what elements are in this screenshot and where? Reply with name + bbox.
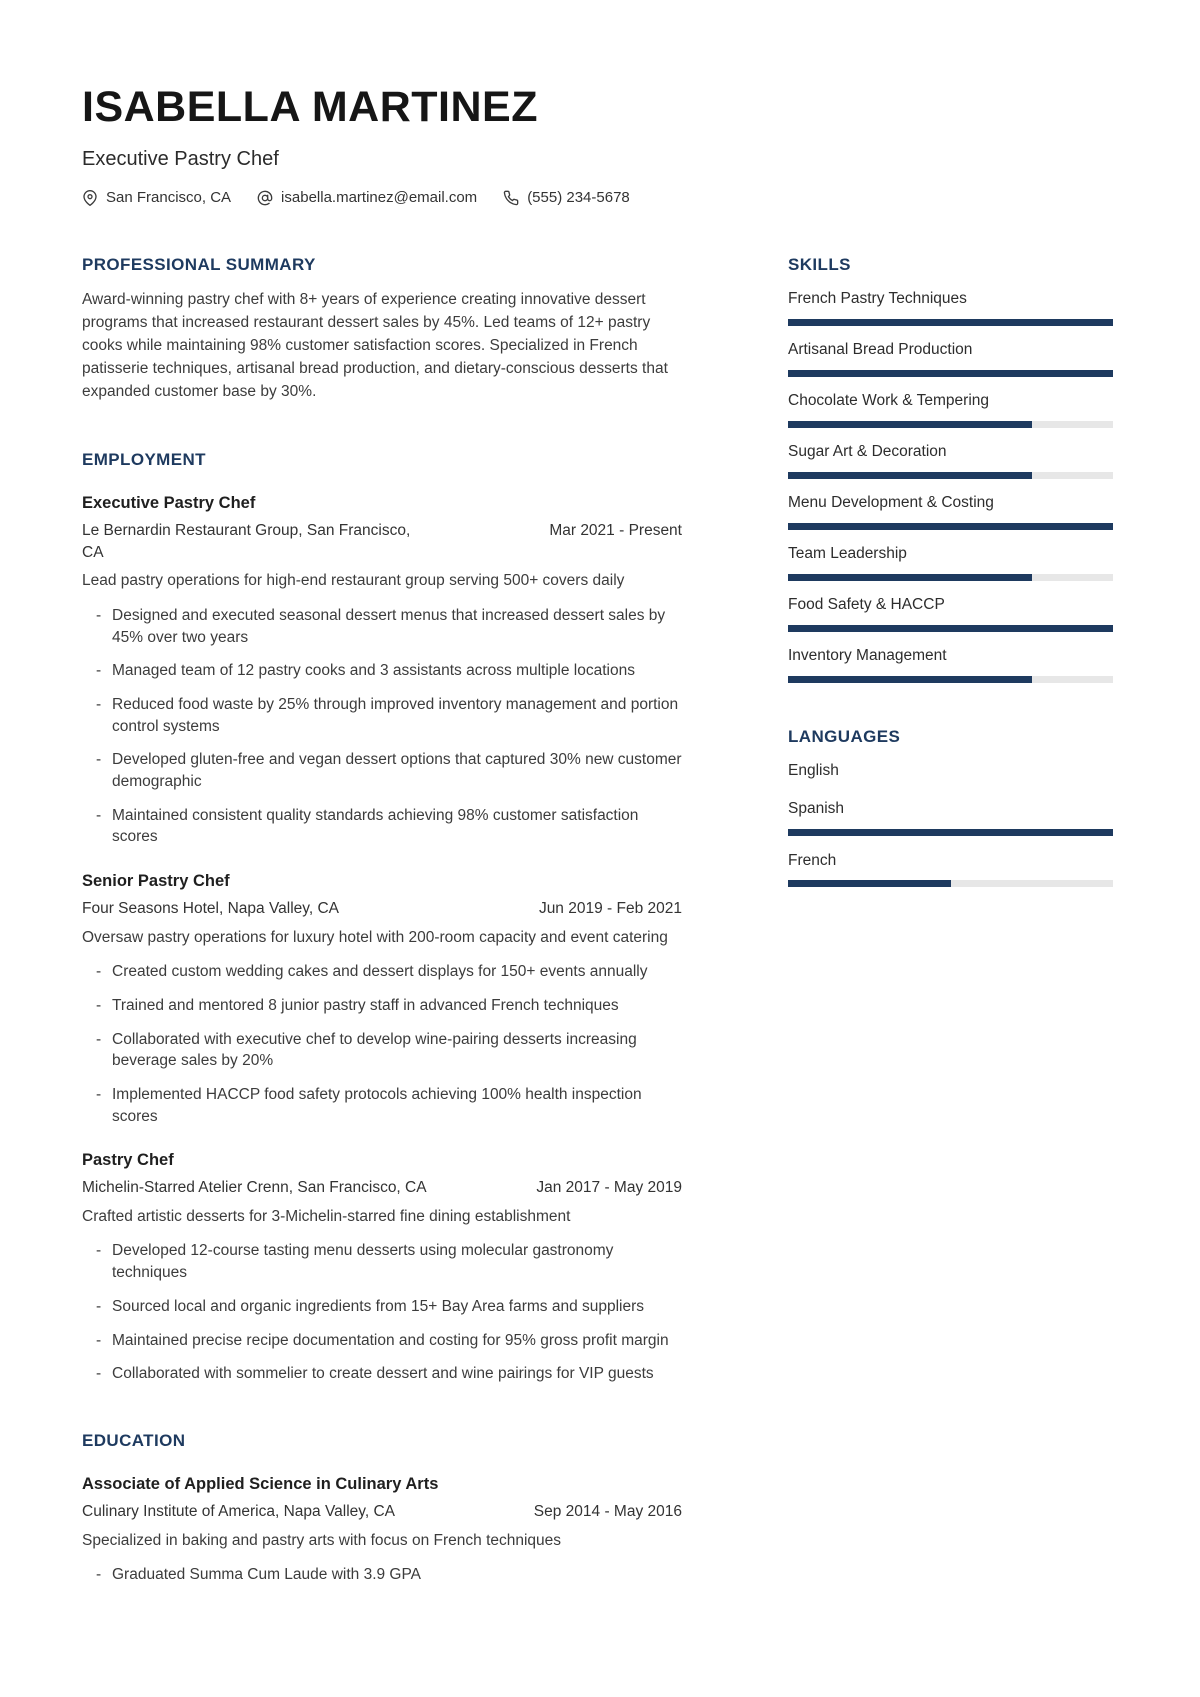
- person-name: ISABELLA MARTINEZ: [82, 83, 538, 131]
- skill-bar-fill: [788, 625, 1113, 632]
- skill-label: Team Leadership: [788, 544, 907, 562]
- resume-header: [82, 84, 1113, 206]
- contact-email-text: isabella.martinez@email.com: [281, 189, 478, 207]
- skill-bar-track: [788, 574, 1113, 581]
- education-heading: EDUCATION: [82, 1430, 186, 1450]
- skill-bar-track: [788, 523, 1113, 530]
- job-bullet: - Maintained precise recipe documentation and costing for 95% gross profit margin: [82, 1330, 682, 1352]
- contact-location-text: San Francisco, CA: [106, 189, 232, 207]
- skill-bar-track: [788, 319, 1113, 326]
- language-label: French: [788, 851, 837, 869]
- section-languages: [788, 727, 1113, 888]
- job-bullet: - Collaborated with sommelier to create dessert and wine pairings for VIP guests: [82, 1363, 682, 1385]
- skill-bar-track: [788, 676, 1113, 683]
- job-bullet: - Sourced local and organic ingredients from 15+ Bay Area farms and suppliers: [82, 1296, 682, 1318]
- job-entry: [82, 1151, 682, 1385]
- job-title: Senior Pastry Chef: [82, 872, 230, 891]
- skill-bar-fill: [788, 370, 1113, 377]
- person-job-title: Executive Pastry Chef: [82, 148, 279, 171]
- summary-heading: PROFESSIONAL SUMMARY: [82, 255, 316, 275]
- job-bullet: - Collaborated with executive chef to develop wine-pairing desserts increasing beverage sales by 20%: [82, 1029, 682, 1072]
- job-description: Crafted artistic desserts for 3-Michelin-starred fine dining establishment: [82, 1207, 571, 1225]
- job-meta: [82, 898, 682, 920]
- job-meta: [82, 520, 682, 563]
- skill-label: Inventory Management: [788, 646, 947, 664]
- skill-label: Sugar Art & Decoration: [788, 443, 947, 461]
- job-title: Pastry Chef: [82, 1151, 174, 1170]
- skill-bar-track: [788, 421, 1113, 428]
- language-item: [788, 799, 1113, 836]
- contact-phone: [503, 189, 630, 206]
- education-entry: [82, 1475, 682, 1586]
- language-label: Spanish: [788, 799, 845, 817]
- right-column: [788, 255, 1113, 902]
- contact-row: [82, 189, 1113, 206]
- skill-item: [788, 595, 1113, 632]
- section-education: [82, 1431, 682, 1586]
- contact-email: [257, 189, 477, 206]
- job-bullet: - Maintained consistent quality standards achieving 98% customer satisfaction scores: [82, 805, 682, 848]
- skill-label: Chocolate Work & Tempering: [788, 392, 990, 410]
- contact-location: [82, 189, 231, 206]
- job-bullet: - Managed team of 12 pastry cooks and 3 assistants across multiple locations: [82, 660, 682, 682]
- language-bar-fill: [788, 880, 951, 887]
- job-title: Executive Pastry Chef: [82, 493, 256, 512]
- education-school: Culinary Institute of America, Napa Valley, CA: [82, 1502, 396, 1520]
- job-description: Oversaw pastry operations for luxury hotel with 200-room capacity and event catering: [82, 928, 668, 946]
- skills-heading: SKILLS: [788, 255, 851, 275]
- education-dates: Sep 2014 - May 2016: [533, 1502, 682, 1520]
- job-company: Michelin-Starred Atelier Crenn, San Francisco, CA: [82, 1179, 427, 1197]
- skill-label: Artisanal Bread Production: [788, 341, 973, 359]
- language-bar-track: [788, 829, 1113, 836]
- job-bullet-list: [82, 1240, 682, 1384]
- job-dates: Mar 2021 - Present: [549, 521, 682, 539]
- job-dates: Jan 2017 - May 2019: [536, 1179, 682, 1197]
- language-bar-track: [788, 880, 1113, 887]
- skill-item: [788, 646, 1113, 683]
- employment-heading: EMPLOYMENT: [82, 449, 206, 469]
- education-degree: Associate of Applied Science in Culinary Arts: [82, 1474, 439, 1493]
- skill-item: [788, 493, 1113, 530]
- location-pin-icon: [82, 190, 98, 206]
- left-column: [82, 255, 682, 1631]
- skill-item: [788, 391, 1113, 428]
- skill-item: [788, 544, 1113, 581]
- languages-heading: LANGUAGES: [788, 726, 901, 746]
- content-columns: [82, 255, 1113, 1631]
- language-bar-fill: [788, 829, 1113, 836]
- job-description: Lead pastry operations for high-end restaurant group serving 500+ covers daily: [82, 572, 625, 590]
- skill-label: Menu Development & Costing: [788, 493, 994, 511]
- skill-bar-track: [788, 370, 1113, 377]
- section-professional-summary: [82, 255, 682, 404]
- job-bullet: - Created custom wedding cakes and dessert displays for 150+ events annually: [82, 961, 682, 983]
- language-label: English: [788, 761, 839, 779]
- job-company: Le Bernardin Restaurant Group, San Francisco, CA: [82, 521, 411, 561]
- contact-phone-text: (555) 234-5678: [527, 189, 630, 207]
- education-bullet-list: [82, 1564, 682, 1586]
- skill-bar-track: [788, 472, 1113, 479]
- job-dates: Jun 2019 - Feb 2021: [538, 900, 682, 918]
- skill-item: [788, 340, 1113, 377]
- language-item: [788, 761, 1113, 782]
- job-entry: [82, 872, 682, 1127]
- job-bullet-list: [82, 605, 682, 848]
- education-bullet: - Graduated Summa Cum Laude with 3.9 GPA: [82, 1564, 682, 1586]
- job-meta: [82, 1177, 682, 1199]
- skill-label: French Pastry Techniques: [788, 290, 967, 308]
- skill-bar-track: [788, 625, 1113, 632]
- phone-icon: [503, 190, 519, 206]
- skill-bar-fill: [788, 574, 1032, 581]
- skill-bar-fill: [788, 319, 1113, 326]
- summary-text: Award-winning pastry chef with 8+ years of experience creating innovative dessert programs that increased restaurant dessert sales by 45%. Led teams of 12+ pastry cooks while maintaining 98% customer satisfaction scores. Specialized in French patisserie techniques, artisanal bread production, and dietary-conscious desserts that expanded customer base by 30%.: [82, 291, 668, 401]
- skill-bar-fill: [788, 676, 1032, 683]
- job-bullet-list: [82, 961, 682, 1127]
- section-skills: [788, 255, 1113, 682]
- job-bullet: - Developed 12-course tasting menu desserts using molecular gastronomy techniques: [82, 1240, 682, 1283]
- skill-bar-fill: [788, 472, 1032, 479]
- education-meta: [82, 1501, 682, 1523]
- job-entry: [82, 494, 682, 848]
- at-sign-icon: [257, 190, 273, 206]
- job-bullet: - Developed gluten-free and vegan dessert options that captured 30% new customer demographic: [82, 749, 682, 792]
- job-company: Four Seasons Hotel, Napa Valley, CA: [82, 900, 340, 918]
- education-description: Specialized in baking and pastry arts with focus on French techniques: [82, 1531, 562, 1549]
- job-bullet: - Designed and executed seasonal dessert menus that increased dessert sales by 45% over two years: [82, 605, 682, 648]
- skill-item: [788, 442, 1113, 479]
- language-item: [788, 851, 1113, 888]
- job-bullet: - Reduced food waste by 25% through improved inventory management and portion control systems: [82, 694, 682, 737]
- section-employment: [82, 450, 682, 1385]
- skill-bar-fill: [788, 421, 1032, 428]
- skill-label: Food Safety & HACCP: [788, 595, 945, 613]
- skill-item: [788, 289, 1113, 326]
- job-bullet: - Implemented HACCP food safety protocols achieving 100% health inspection scores: [82, 1084, 682, 1127]
- job-bullet: - Trained and mentored 8 junior pastry staff in advanced French techniques: [82, 995, 682, 1017]
- skill-bar-fill: [788, 523, 1113, 530]
